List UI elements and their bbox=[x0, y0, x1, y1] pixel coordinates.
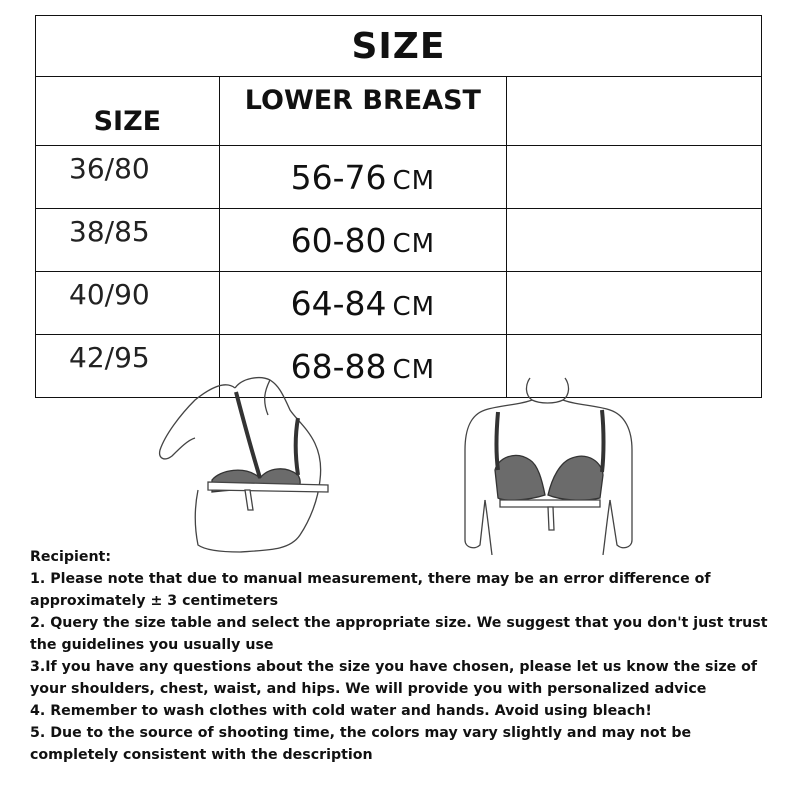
size-value: 40/90 bbox=[36, 272, 220, 335]
range-unit: CM bbox=[392, 165, 436, 196]
notes-heading: Recipient: bbox=[30, 549, 112, 565]
empty-cell bbox=[507, 209, 762, 272]
column-header-empty bbox=[507, 77, 762, 146]
size-value: 38/85 bbox=[36, 209, 220, 272]
note-item: 2. Query the size table and select the appropriate size. We suggest that you don't just trust the guidelines you usually use bbox=[30, 615, 768, 653]
range-unit: CM bbox=[392, 354, 436, 385]
range-unit: CM bbox=[392, 228, 436, 259]
range-cell bbox=[219, 209, 506, 272]
table-row bbox=[36, 146, 762, 209]
range-cell bbox=[219, 146, 506, 209]
range-value: 60-80 bbox=[290, 220, 387, 260]
range-unit: CM bbox=[392, 291, 436, 322]
size-chart-table bbox=[35, 15, 762, 398]
notes-section bbox=[30, 546, 775, 766]
empty-cell bbox=[507, 272, 762, 335]
note-item: 3.If you have any questions about the size you have chosen, please let us know the size of your shoulders, chest, waist, and hips. We will provide you with personalized advice bbox=[30, 659, 758, 697]
bra-side-view-measurement-icon bbox=[160, 378, 328, 552]
bra-front-view-measurement-icon bbox=[465, 378, 632, 555]
range-cell bbox=[219, 272, 506, 335]
size-value: 42/95 bbox=[36, 335, 220, 398]
note-item: 1. Please note that due to manual measurement, there may be an error difference of approximately ± 3 centimeters bbox=[30, 571, 711, 609]
column-header-size: SIZE bbox=[36, 77, 220, 146]
size-value: 36/80 bbox=[36, 146, 220, 209]
empty-cell bbox=[507, 146, 762, 209]
range-value: 68-88 bbox=[290, 346, 387, 386]
table-row bbox=[36, 272, 762, 335]
range-value: 56-76 bbox=[290, 157, 387, 197]
range-value: 64-84 bbox=[290, 283, 387, 323]
table-title: SIZE bbox=[36, 16, 762, 77]
measurement-illustrations bbox=[150, 370, 650, 555]
note-item: 5. Due to the source of shooting time, the colors may vary slightly and may not be completely consistent with the description bbox=[30, 725, 692, 763]
table-row bbox=[36, 209, 762, 272]
column-header-lower-breast: LOWER BREAST bbox=[219, 77, 506, 146]
note-item: 4. Remember to wash clothes with cold water and hands. Avoid using bleach! bbox=[30, 703, 652, 719]
